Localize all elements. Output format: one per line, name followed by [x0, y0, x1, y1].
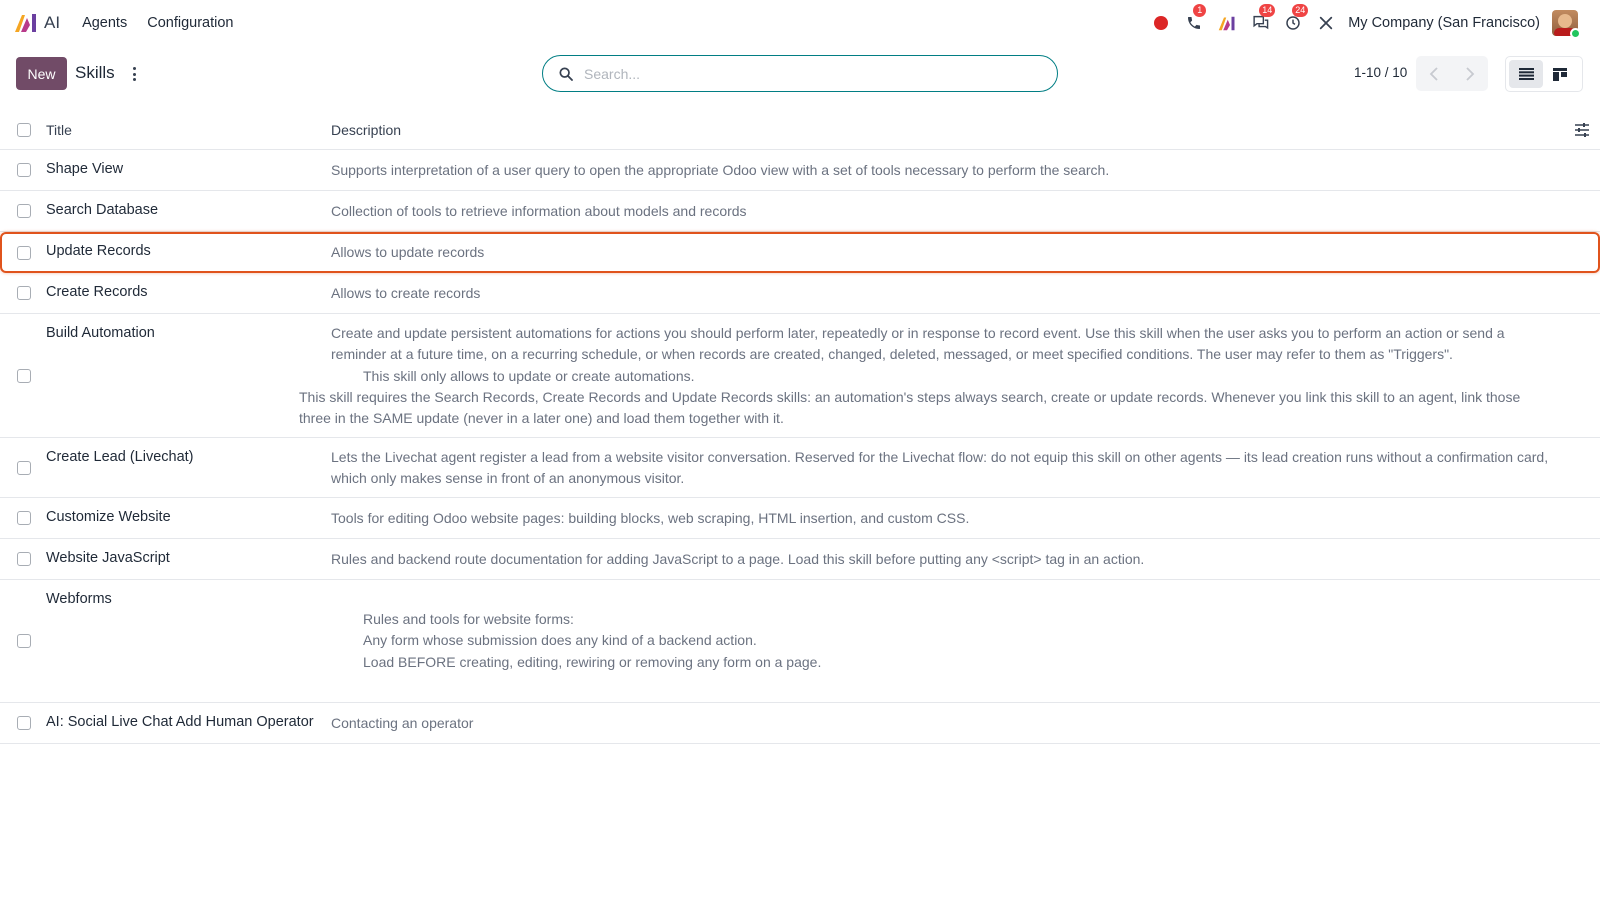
control-panel [0, 50, 1600, 96]
table-row[interactable] [0, 498, 1600, 539]
pager-previous-button[interactable] [1416, 56, 1452, 91]
new-button[interactable]: New [16, 57, 67, 90]
row-checkbox[interactable] [17, 511, 31, 525]
skill-title: Search Database [46, 202, 159, 218]
record-dot-icon [1154, 16, 1168, 30]
row-checkbox[interactable] [17, 163, 31, 177]
table-row[interactable] [0, 438, 1600, 498]
pager-navigation [1416, 56, 1488, 91]
activities-button[interactable] [1282, 5, 1306, 34]
table-row[interactable] [0, 273, 1600, 314]
ai-logo-icon [14, 13, 38, 33]
optional-columns-sliders-icon[interactable] [1574, 122, 1590, 138]
row-checkbox[interactable] [17, 552, 31, 566]
list-view-button[interactable] [1509, 60, 1543, 88]
skill-description: Create and update persistent automations for actions you should perform later, repeatedly or in response to record event. Use this skill when the user asks you to perform an action or send a reminder at a future time, on a recurring schedule, or when records are created, changed, deleted, messaged, or meet specified conditions. The user may refer to them as "Triggers". This skill only allows to update or create automations. This skill requires the Search Records, Create Records and Update Records skills: an automation's steps always search, create or update records. Whenever you link this skill to an agent, link those three in the SAME update (never in a later one) and load them together with it. [299, 325, 1521, 427]
row-checkbox[interactable] [17, 369, 31, 383]
column-header-description[interactable]: Description [331, 122, 402, 138]
table-row[interactable] [0, 150, 1600, 191]
skill-title: Create Lead (Livechat) [46, 449, 194, 465]
recording-indicator[interactable] [1150, 12, 1172, 34]
table-row-selected[interactable] [0, 232, 1600, 273]
voip-button[interactable] [1183, 5, 1205, 34]
skill-description: Rules and backend route documentation for adding JavaScript to a page. Load this skill before putting any <script> tag in an action. [331, 551, 1145, 567]
skill-title: Customize Website [46, 509, 171, 525]
skill-description: Allows to create records [331, 285, 481, 301]
chevron-right-icon [1465, 67, 1475, 81]
chat-bubbles-icon [1252, 15, 1269, 31]
ai-assistant-button[interactable] [1216, 12, 1238, 34]
skill-description: Contacting an operator [331, 715, 474, 731]
messages-badge: 14 [1259, 4, 1275, 17]
clock-icon [1285, 15, 1301, 31]
skill-description: Supports interpretation of a user query to open the appropriate Odoo view with a set of tools necessary to perform the search. [331, 162, 1110, 178]
search-input[interactable] [584, 66, 1024, 82]
skill-title: Website JavaScript [46, 550, 170, 566]
row-checkbox[interactable] [17, 246, 31, 260]
column-header-title[interactable]: Title [46, 122, 72, 138]
debug-tools-button[interactable] [1315, 12, 1337, 34]
kanban-view-button[interactable] [1543, 60, 1577, 88]
menu-agents[interactable]: Agents [82, 15, 128, 31]
table-row[interactable] [0, 314, 1600, 438]
select-all-checkbox[interactable] [17, 123, 31, 137]
messaging-button[interactable] [1249, 5, 1273, 34]
phone-icon [1186, 15, 1202, 31]
chevron-left-icon [1429, 67, 1439, 81]
list-icon [1519, 68, 1534, 80]
row-checkbox[interactable] [17, 461, 31, 475]
skill-title: Create Records [46, 284, 148, 300]
tools-icon [1318, 15, 1334, 31]
skill-description: Lets the Livechat agent register a lead from a website visitor conversation. Reserved for the Livechat flow: do not equip this skill on other agents — its lead creation runs without a confirmation card, which only makes sense in front of an anonymous visitor. [331, 449, 1549, 487]
page-title: Skills [75, 63, 115, 82]
company-switcher[interactable]: My Company (San Francisco) [1348, 15, 1540, 31]
row-checkbox[interactable] [17, 634, 31, 648]
menu-configuration[interactable]: Configuration [147, 15, 234, 31]
table-row[interactable] [0, 539, 1600, 580]
skill-title: Build Automation [46, 325, 155, 341]
skill-description: Allows to update records [331, 244, 485, 260]
skills-list-table [0, 111, 1600, 744]
skill-title: Update Records [46, 243, 151, 259]
row-checkbox[interactable] [17, 286, 31, 300]
skill-description: Tools for editing Odoo website pages: building blocks, web scraping, HTML insertion, and custom CSS. [331, 510, 970, 526]
skill-title: Webforms [46, 591, 112, 607]
actions-menu-icon[interactable] [129, 65, 139, 83]
skill-description: Collection of tools to retrieve information about models and records [331, 203, 747, 219]
table-header [0, 111, 1600, 150]
app-brand[interactable] [14, 13, 60, 33]
pager-next-button[interactable] [1452, 56, 1488, 91]
skill-description: Rules and tools for website forms: Any form whose submission does any kind of a backend action. Load BEFORE creating, editing, rewiring or removing any form on a page. [363, 611, 822, 670]
user-avatar[interactable] [1552, 10, 1578, 36]
app-name: AI [44, 13, 61, 32]
phone-badge: 1 [1193, 4, 1206, 17]
kanban-icon [1553, 68, 1567, 81]
online-status-icon [1570, 28, 1581, 39]
table-row[interactable] [0, 580, 1600, 703]
search-icon [558, 66, 574, 82]
search-bar[interactable] [542, 55, 1058, 92]
row-checkbox[interactable] [17, 716, 31, 730]
top-navbar [0, 0, 1600, 46]
table-row[interactable] [0, 191, 1600, 232]
view-switcher [1505, 56, 1583, 92]
skill-title: AI: Social Live Chat Add Human Operator [46, 714, 314, 730]
activities-badge: 24 [1292, 4, 1308, 17]
pager-value[interactable]: 1-10 / 10 [1354, 65, 1408, 80]
skill-title: Shape View [46, 161, 124, 177]
row-checkbox[interactable] [17, 204, 31, 218]
ai-logo-icon [1218, 16, 1236, 31]
table-row[interactable] [0, 703, 1600, 744]
